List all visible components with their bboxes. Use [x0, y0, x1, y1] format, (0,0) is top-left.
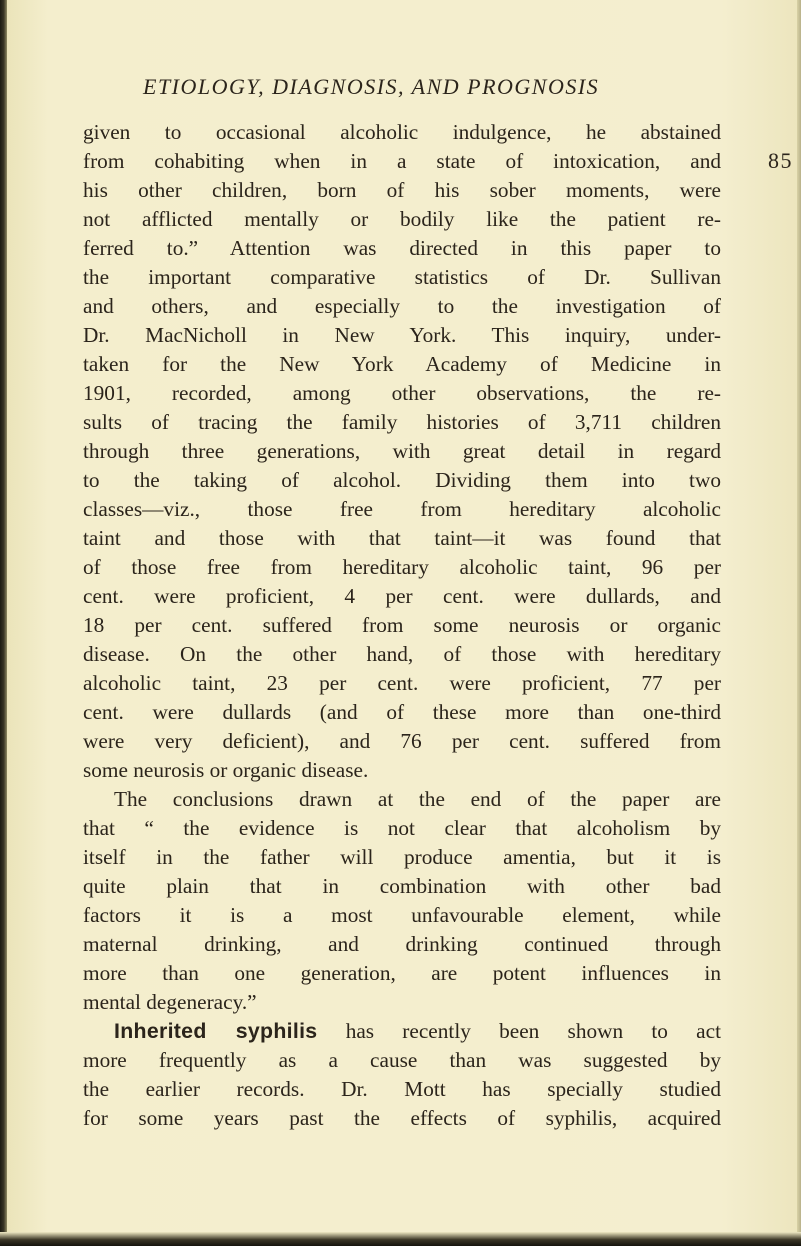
page-bottom-edge	[0, 1232, 801, 1246]
text-line: The conclusions drawn at the end of the paper are	[114, 787, 721, 811]
text-line: Dr. MacNicholl in New York. This inquiry, under-	[83, 323, 721, 347]
text-line: taint and those with that taint—it was found that	[83, 526, 721, 550]
text-line: the important comparative statistics of Dr. Sullivan	[83, 265, 721, 289]
book-binding-edge	[0, 0, 7, 1246]
running-header-title: ETIOLOGY, DIAGNOSIS, AND PROGNOSIS	[143, 74, 600, 99]
text-line: itself in the father will produce amentia, but it is	[83, 845, 721, 869]
text-line-with-heading	[83, 1017, 721, 1046]
text-line: maternal drinking, and drinking continued through	[83, 932, 721, 956]
text-line: classes—viz., those free from hereditary alcoholic	[83, 497, 721, 521]
body-text	[83, 118, 721, 1133]
text-line: not afflicted mentally or bodily like the patient re-	[83, 207, 721, 231]
text-line: that “ the evidence is not clear that alcoholism by	[83, 816, 721, 840]
text-line: cent. were proficient, 4 per cent. were dullards, and	[83, 584, 721, 608]
text-line: to the taking of alcohol. Dividing them into two	[83, 468, 721, 492]
text-line: 18 per cent. suffered from some neurosis or organic	[83, 613, 721, 637]
text-line: alcoholic taint, 23 per cent. were proficient, 77 per	[83, 671, 721, 695]
text-line: and others, and especially to the investigation of	[83, 294, 721, 318]
text-line: cent. were dullards (and of these more than one-third	[83, 700, 721, 724]
text-line: sults of tracing the family histories of 3,711 children	[83, 410, 721, 434]
text-line: were very deficient), and 76 per cent. suffered from	[83, 729, 721, 753]
text-line-tail: has recently been shown to act	[345, 1019, 721, 1043]
page-number: 85	[768, 148, 793, 173]
text-line: through three generations, with great detail in regard	[83, 439, 721, 463]
text-line: from cohabiting when in a state of intoxication, and	[83, 149, 721, 173]
text-line: factors it is a most unfavourable element, while	[83, 903, 721, 927]
text-line: the earlier records. Dr. Mott has specially studied	[83, 1077, 721, 1101]
text-line: taken for the New York Academy of Medicine in	[83, 352, 721, 376]
text-line: given to occasional alcoholic indulgence, he abstained	[83, 120, 721, 144]
text-line: his other children, born of his sober moments, were	[83, 178, 721, 202]
text-line: more frequently as a cause than was suggested by	[83, 1048, 721, 1072]
text-line: 1901, recorded, among other observations, the re-	[83, 381, 721, 405]
run-in-heading: Inherited syphilis	[114, 1019, 318, 1043]
text-line: ferred to.” Attention was directed in this paper to	[83, 236, 721, 260]
text-line: for some years past the effects of syphilis, acquired	[83, 1106, 721, 1130]
text-line: mental degeneracy.”	[83, 990, 257, 1014]
text-line: more than one generation, are potent influences in	[83, 961, 721, 985]
text-line: of those free from hereditary alcoholic taint, 96 per	[83, 555, 721, 579]
page-right-edge	[797, 0, 801, 1246]
text-line: some neurosis or organic disease.	[83, 758, 369, 782]
text-line: quite plain that in combination with other bad	[83, 874, 721, 898]
text-line: disease. On the other hand, of those with hereditary	[83, 642, 721, 666]
